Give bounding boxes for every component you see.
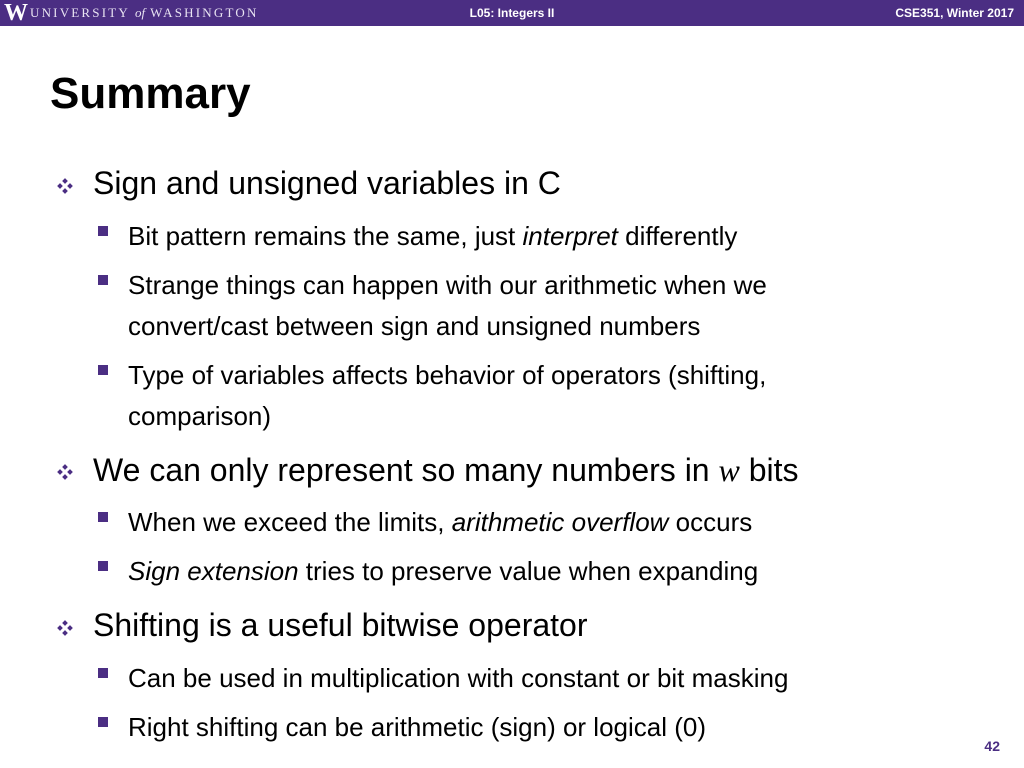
square-bullet-icon bbox=[98, 365, 108, 375]
emphasis-interpret: interpret bbox=[522, 221, 618, 251]
diamond-bullet-icon bbox=[57, 178, 73, 194]
wordmark-of: of bbox=[135, 5, 146, 20]
bullet-signed-unsigned: Sign and unsigned variables in C bbox=[93, 165, 561, 201]
square-bullet-icon bbox=[98, 561, 108, 571]
text-segment: differently bbox=[617, 221, 738, 251]
bullet-shifting: Shifting is a useful bitwise operator bbox=[93, 607, 588, 643]
diamond-bullet-icon bbox=[57, 620, 73, 636]
subbullet-strange-things-line2: convert/cast between sign and unsigned numbers bbox=[128, 311, 701, 341]
subbullet-type-of-variables-line1: Type of variables affects behavior of operators (shifting, bbox=[128, 360, 767, 390]
square-bullet-icon bbox=[98, 512, 108, 522]
wordmark-part1: UNIVERSITY bbox=[30, 5, 130, 20]
subbullet-multiplication: Can be used in multiplication with constant or bit masking bbox=[128, 663, 789, 693]
course-name: CSE351, Winter 2017 bbox=[895, 6, 1014, 20]
emphasis-sign-extension: Sign extension bbox=[128, 556, 299, 586]
subbullet-overflow bbox=[128, 501, 752, 543]
text-segment: tries to preserve value when expanding bbox=[298, 556, 759, 586]
lecture-title: L05: Integers II bbox=[469, 6, 555, 20]
square-bullet-icon bbox=[98, 668, 108, 678]
diamond-bullet-icon bbox=[57, 464, 73, 480]
text-segment: When we exceed the limits, bbox=[128, 507, 452, 537]
square-bullet-icon bbox=[98, 717, 108, 727]
text-segment: occurs bbox=[668, 507, 753, 537]
subbullet-bit-pattern bbox=[128, 215, 737, 257]
uw-logo: W bbox=[4, 0, 28, 26]
subbullet-type-of-variables-line2: comparison) bbox=[128, 401, 272, 431]
emphasis-arithmetic-overflow: arithmetic overflow bbox=[451, 507, 669, 537]
square-bullet-icon bbox=[98, 226, 108, 236]
text-segment: We can only represent so many numbers in bbox=[93, 452, 719, 488]
bullet-represent-numbers bbox=[93, 450, 799, 490]
slide-title: Summary bbox=[50, 69, 251, 118]
text-segment: Bit pattern remains the same, just bbox=[128, 221, 523, 251]
subbullet-strange-things-line1: Strange things can happen with our arithmetic when we bbox=[128, 270, 767, 300]
emphasis-w: w bbox=[718, 452, 740, 488]
subbullet-right-shifting: Right shifting can be arithmetic (sign) or logical (0) bbox=[128, 712, 707, 742]
subbullet-sign-extension bbox=[128, 550, 758, 592]
wordmark-part2: WASHINGTON bbox=[150, 5, 259, 20]
page-number: 42 bbox=[984, 738, 1000, 754]
slide-header bbox=[0, 0, 1024, 26]
text-segment: bits bbox=[739, 452, 799, 488]
square-bullet-icon bbox=[98, 275, 108, 285]
